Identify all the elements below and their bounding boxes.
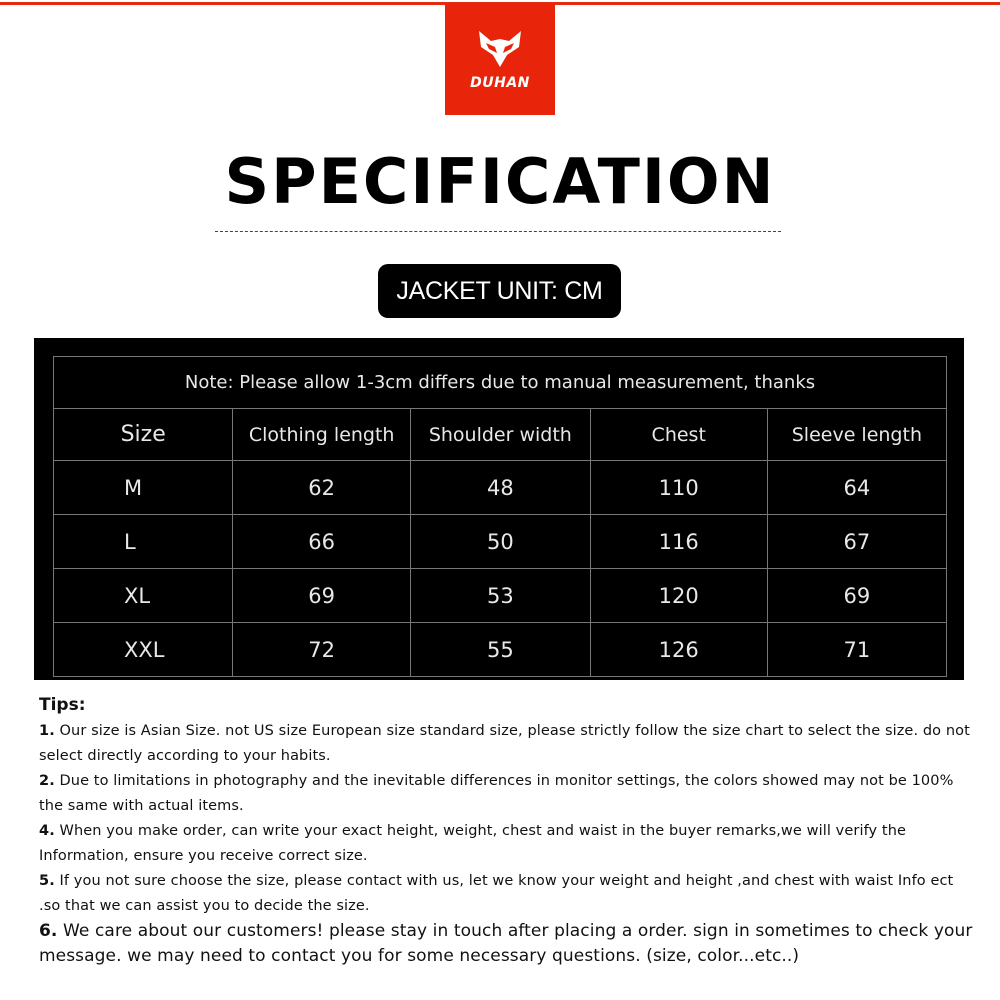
- note-row: [54, 357, 947, 409]
- tip-number: 1.: [39, 723, 55, 739]
- clothing-length-cell: 62: [233, 461, 411, 515]
- sleeve-length-cell: 71: [767, 623, 946, 677]
- tip-item: [39, 919, 979, 969]
- header-size: Size: [54, 409, 233, 461]
- clothing-length-cell: 72: [233, 623, 411, 677]
- table-row: [54, 461, 947, 515]
- table-row: [54, 623, 947, 677]
- chest-cell: 120: [590, 569, 767, 623]
- tips-section: [39, 695, 979, 969]
- sleeve-length-cell: 67: [767, 515, 946, 569]
- header-chest: Chest: [590, 409, 767, 461]
- shoulder-width-cell: 50: [410, 515, 590, 569]
- tip-number: 6.: [39, 921, 58, 941]
- brand-name: DUHAN: [470, 75, 530, 91]
- tip-item: [39, 819, 979, 869]
- chest-cell: 116: [590, 515, 767, 569]
- clothing-length-cell: 69: [233, 569, 411, 623]
- tips-title: Tips:: [39, 695, 86, 715]
- size-table: [53, 356, 947, 677]
- table-row: [54, 569, 947, 623]
- tip-item: [39, 719, 979, 769]
- size-cell: XL: [54, 569, 233, 623]
- tip-number: 2.: [39, 773, 55, 789]
- table-row: [54, 515, 947, 569]
- shoulder-width-cell: 48: [410, 461, 590, 515]
- size-chart: [34, 338, 964, 680]
- tip-number: 5.: [39, 873, 55, 889]
- header-shoulder-width: Shoulder width: [410, 409, 590, 461]
- chest-cell: 126: [590, 623, 767, 677]
- measurement-note: Note: Please allow 1-3cm differs due to manual measurement, thanks: [54, 357, 947, 409]
- tip-number: 4.: [39, 823, 55, 839]
- tip-text: Due to limitations in photography and the inevitable differences in monitor settings, the colors showed may not be 100% the same with actual items.: [39, 773, 954, 814]
- fox-head-icon: [477, 29, 523, 69]
- size-cell: L: [54, 515, 233, 569]
- tip-item: [39, 769, 979, 819]
- size-cell: M: [54, 461, 233, 515]
- unit-badge: JACKET UNIT: CM: [378, 264, 621, 318]
- tip-text: Our size is Asian Size. not US size European size standard size, please strictly follow the size chart to select the size. do not select directly according to your habits.: [39, 723, 970, 764]
- brand-logo: [445, 3, 555, 115]
- chest-cell: 110: [590, 461, 767, 515]
- sleeve-length-cell: 64: [767, 461, 946, 515]
- size-cell: XXL: [54, 623, 233, 677]
- shoulder-width-cell: 53: [410, 569, 590, 623]
- header-row: [54, 409, 947, 461]
- tip-text: If you not sure choose the size, please contact with us, let we know your weight and height ,and chest with waist Info ect .so that we can assist you to decide the size.: [39, 873, 954, 914]
- page-title: SPECIFICATION: [224, 145, 776, 218]
- sleeve-length-cell: 69: [767, 569, 946, 623]
- tip-item: [39, 869, 979, 919]
- header-clothing-length: Clothing length: [233, 409, 411, 461]
- clothing-length-cell: 66: [233, 515, 411, 569]
- tip-text: We care about our customers! please stay in touch after placing a order. sign in sometimes to check your message. we may need to contact you for some necessary questions. (size, color...etc..): [39, 921, 973, 966]
- header-sleeve-length: Sleeve length: [767, 409, 946, 461]
- dashed-divider: [215, 231, 781, 232]
- shoulder-width-cell: 55: [410, 623, 590, 677]
- tip-text: When you make order, can write your exact height, weight, chest and waist in the buyer remarks,we will verify the Information, ensure you receive correct size.: [39, 823, 907, 864]
